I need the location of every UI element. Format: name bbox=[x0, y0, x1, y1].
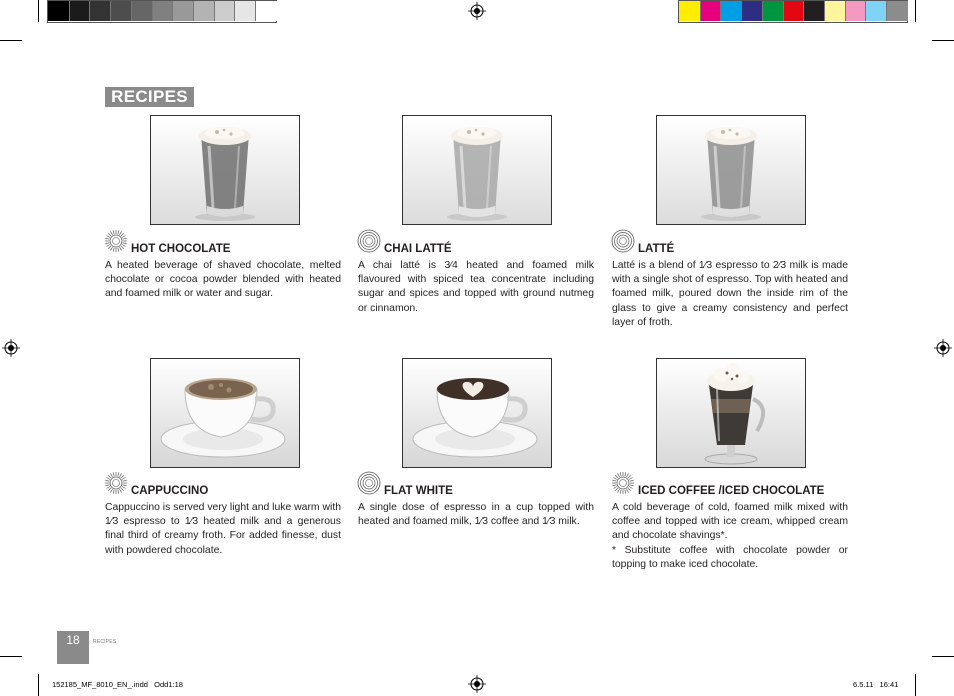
recipe-title: CAPPUCCINO bbox=[131, 485, 209, 497]
recipe-paragraph: Cappuccino is served very light and luke warm with 1⁄3 espresso to 1⁄3 heated milk and a generous final third of creamy froth. For added finesse, dust with powdered chocolate. bbox=[105, 502, 341, 556]
running-footer: RECIPES bbox=[93, 639, 117, 645]
crop-mark bbox=[38, 0, 39, 22]
page-number: 18 bbox=[66, 633, 80, 647]
color-swatch bbox=[803, 1, 825, 21]
slug-file-info: 152185_MF_8010_EN_.indd Odd1:18 bbox=[52, 680, 183, 689]
registration-mark-icon bbox=[468, 2, 486, 20]
color-swatch bbox=[865, 1, 887, 21]
color-swatch bbox=[679, 1, 700, 21]
registration-mark-icon bbox=[2, 339, 20, 357]
ring-badge-icon bbox=[357, 229, 381, 253]
color-swatch bbox=[720, 1, 742, 21]
grayscale-color-bar bbox=[47, 0, 277, 23]
page-title: RECIPES bbox=[105, 87, 194, 107]
crop-mark bbox=[932, 656, 954, 657]
recipe-photo bbox=[656, 115, 806, 225]
recipe-title: CHAI LATTÉ bbox=[384, 243, 452, 255]
recipe-paragraph: A cold beverage of cold, foamed milk mixed with coffee and topped with ice cream, whipped cream and chocolate shavings*. bbox=[612, 502, 848, 542]
grayscale-swatch bbox=[69, 1, 91, 21]
color-swatch bbox=[845, 1, 867, 21]
recipe-photo bbox=[402, 358, 552, 468]
grayscale-swatch bbox=[234, 1, 256, 21]
grayscale-swatch bbox=[152, 1, 174, 21]
page-number-box bbox=[57, 631, 89, 664]
recipe-paragraph: A heated beverage of shaved chocolate, melted chocolate or cocoa powder blended with heated and foamed milk or water and sugar. bbox=[105, 260, 341, 300]
ring-badge-icon bbox=[357, 471, 381, 495]
color-swatch bbox=[741, 1, 763, 21]
color-swatch bbox=[783, 1, 805, 21]
recipe-description bbox=[358, 259, 594, 316]
grayscale-swatch bbox=[172, 1, 194, 21]
crop-mark bbox=[915, 0, 916, 22]
slug-date-time: 6.5.11 16:41 bbox=[853, 680, 899, 689]
color-swatch bbox=[886, 1, 908, 21]
recipe-photo bbox=[402, 115, 552, 225]
recipe-title: ICED COFFEE /ICED CHOCOLATE bbox=[638, 485, 825, 497]
recipe-description bbox=[105, 501, 341, 558]
grayscale-swatch bbox=[48, 1, 69, 21]
grayscale-swatch bbox=[193, 1, 215, 21]
crop-mark bbox=[915, 674, 916, 696]
recipe-description bbox=[105, 259, 341, 302]
ring-badge-icon bbox=[611, 229, 635, 253]
crop-mark bbox=[0, 656, 22, 657]
crop-mark bbox=[38, 674, 39, 696]
grayscale-swatch bbox=[89, 1, 111, 21]
crop-mark bbox=[932, 40, 954, 41]
sun-badge-icon bbox=[104, 229, 128, 253]
sun-badge-icon bbox=[611, 471, 635, 495]
recipe-description bbox=[358, 501, 594, 529]
recipe-photo bbox=[656, 358, 806, 468]
recipe-paragraph: * Substitute coffee with chocolate powder or topping to make iced chocolate. bbox=[612, 544, 848, 570]
sun-badge-icon bbox=[104, 471, 128, 495]
recipe-paragraph: A single dose of espresso in a cup topped with heated and foamed milk, 1⁄3 coffee and 1⁄3 milk. bbox=[358, 502, 594, 528]
recipe-title: FLAT WHITE bbox=[384, 485, 453, 497]
color-swatch bbox=[762, 1, 784, 21]
recipe-title: LATTÉ bbox=[638, 243, 675, 255]
recipe-photo bbox=[150, 358, 300, 468]
registration-mark-icon bbox=[468, 675, 486, 693]
grayscale-swatch bbox=[214, 1, 236, 21]
recipe-description bbox=[612, 259, 848, 330]
color-swatch bbox=[700, 1, 722, 21]
grayscale-swatch bbox=[255, 1, 277, 21]
grayscale-swatch bbox=[131, 1, 153, 21]
cmyk-color-bar bbox=[678, 0, 908, 23]
color-swatch bbox=[824, 1, 846, 21]
recipe-title: HOT CHOCOLATE bbox=[131, 243, 231, 255]
crop-mark bbox=[0, 40, 22, 41]
registration-mark-icon bbox=[934, 339, 952, 357]
recipe-paragraph: A chai latté is 3⁄4 heated and foamed milk flavoured with spiced tea concentrate including sugar and spices and topped with ground nutmeg or cinnamon. bbox=[358, 260, 594, 314]
recipe-photo bbox=[150, 115, 300, 225]
recipe-paragraph: Latté is a blend of 1⁄3 espresso to 2⁄3 milk is made with a single shot of espresso. Top with heated and foamed milk, poured down the inside rim of the glass to give a creamy consistency and perfect layer of froth. bbox=[612, 260, 848, 328]
recipe-description bbox=[612, 501, 848, 572]
grayscale-swatch bbox=[110, 1, 132, 21]
